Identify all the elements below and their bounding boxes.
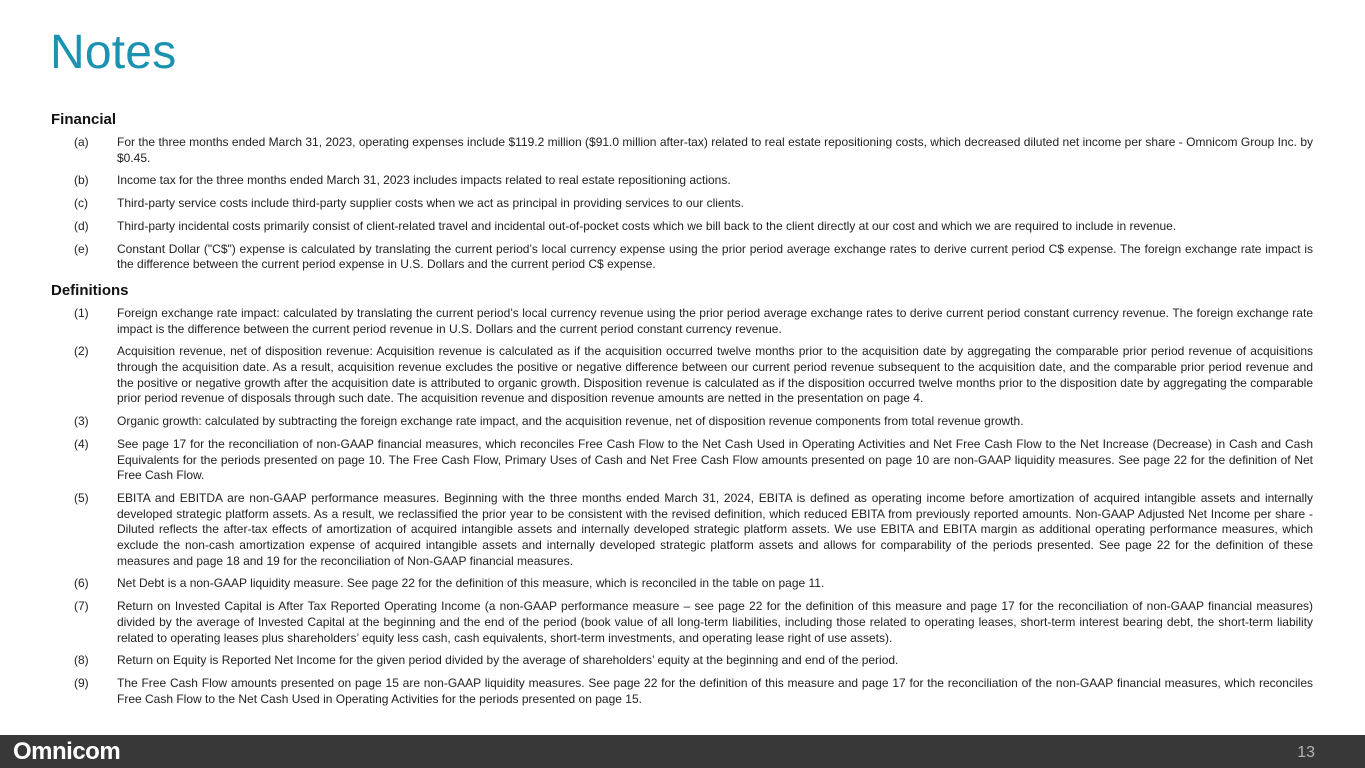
note-marker: (8) (74, 653, 89, 668)
note-text: Foreign exchange rate impact: calculated by translating the current period’s local currency revenue using the prior period average exchange rates to derive current period constant currency revenue. The foreign exchange rate impact is the difference between the current period revenue in U.S. Dollars and the current period constant currency revenue. (117, 305, 1313, 336)
note-marker: (9) (74, 675, 89, 690)
note-text: See page 17 for the reconciliation of non-GAAP financial measures, which reconciles Free Cash Flow to the Net Cash Used in Operating Activities and Net Free Cash Flow to the Net Increase (Decrease) in Cash and Cash Equivalents for the periods presented on page 10. The Free Cash Flow, Primary Uses of Cash and Net Free Cash Flow amounts presented on page 10 are non-GAAP liquidity measures. See page 22 for the definition of Net Free Cash Flow. (117, 436, 1313, 483)
definition-3 (51, 414, 1313, 430)
note-text: EBITA and EBITDA are non-GAAP performance measures. Beginning with the three months ended March 31, 2024, EBITA is defined as operating income before amortization of acquired intangible assets and internally developed strategic platform assets. As a result, we reclassified the prior year to be consistent with the revised definition, which reduced EBITA from previously reported amounts. Non-GAAP Adjusted Net Income per share - Diluted reflects the after-tax effects of amortization of acquired intangible assets and internally developed strategic platform assets. We use EBITA and EBITA margin as additional operating performance measures, which exclude the non-cash amortization expense of acquired intangible assets and internally developed strategic platform assets and allows for comparability of the periods presented. See page 22 for the definition of these measures and page 18 and 19 for the reconciliation of Non-GAAP financial measures. (117, 490, 1313, 568)
note-marker: (4) (74, 436, 89, 451)
financial-notes-list (51, 135, 1313, 273)
financial-note-a (51, 135, 1313, 166)
note-text: Acquisition revenue, net of disposition revenue: Acquisition revenue is calculated as if the acquisition occurred twelve months prior to the acquisition date by aggregating the comparable prior period revenue of acquisitions through the acquisition date. As a result, acquisition revenue excludes the positive or negative difference between our current period revenue subsequent to the acquisition date, and the comparable prior period revenue and the positive or negative growth after the acquisition date is attributed to organic growth. Disposition revenue is calculated as if the disposition occurred twelve months prior to the disposition date by aggregating the comparable prior period revenue of disposals through such date. The acquisition revenue and disposition revenue amounts are netted in the presentation on page 4. (117, 344, 1313, 406)
note-marker: (5) (74, 490, 89, 505)
financial-heading: Financial (51, 111, 117, 128)
note-marker: (6) (74, 576, 89, 591)
page-number: 13 (1297, 744, 1315, 761)
financial-note-d (51, 219, 1313, 235)
page-title: Notes (50, 26, 177, 79)
note-text: Third-party incidental costs primarily consist of client-related travel and incidental out-of-pocket costs which we bill back to the client directly at our cost and which we are required to include in revenue. (117, 218, 1177, 233)
note-text: Income tax for the three months ended March 31, 2023 includes impacts related to real estate repositioning actions. (117, 173, 731, 188)
note-text: Return on Invested Capital is After Tax Reported Operating Income (a non-GAAP performance measure – see page 22 for the definition of this measure and page 17 for the reconciliation of non-GAAP financial measures) divided by the average of Invested Capital at the beginning and the end of the period (book value of all long-term liabilities, including those related to operating leases, short-term interest bearing debt, the short-term liability related to operating leases plus shareholders’ equity less cash, cash equivalents, short-term investments, and operating lease right of use assets). (117, 599, 1313, 645)
note-marker: (b) (74, 173, 89, 188)
definition-8 (51, 653, 1313, 669)
footer-bar (0, 735, 1365, 768)
definitions-list (51, 306, 1313, 707)
definition-2 (51, 344, 1313, 407)
omnicom-logo: Omnicom (13, 738, 121, 765)
definition-4 (51, 437, 1313, 484)
note-marker: (2) (74, 344, 89, 359)
note-marker: (1) (74, 305, 89, 320)
note-marker: (3) (74, 414, 89, 429)
note-text: Constant Dollar ("C$") expense is calculated by translating the current period’s local currency expense using the prior period average exchange rates to derive current period C$ expense. The foreign exchange rate impact is the difference between the current period expense in U.S. Dollars and the current period C$ expense. (117, 241, 1313, 272)
note-marker: (a) (74, 135, 89, 149)
definition-7 (51, 599, 1313, 646)
definition-9 (51, 676, 1313, 707)
financial-note-c (51, 196, 1313, 212)
definition-1 (51, 306, 1313, 337)
note-text: Organic growth: calculated by subtracting the foreign exchange rate impact, and the acquisition revenue, net of disposition revenue components from total revenue growth. (117, 414, 1024, 429)
definitions-heading: Definitions (51, 281, 129, 299)
note-marker: (d) (74, 218, 89, 233)
definition-5 (51, 491, 1313, 570)
notes-content (51, 109, 1313, 714)
note-text: Net Debt is a non-GAAP liquidity measure. See page 22 for the definition of this measure, which is reconciled in the table on page 11. (117, 576, 825, 591)
financial-note-e (51, 242, 1313, 273)
note-text: Return on Equity is Reported Net Income for the given period divided by the average of shareholders’ equity at the beginning and end of the period. (117, 653, 899, 668)
financial-note-b (51, 173, 1313, 189)
note-text: Third-party service costs include third-party supplier costs when we act as principal in providing services to our clients. (117, 196, 744, 211)
note-marker: (e) (74, 241, 89, 256)
definition-6 (51, 576, 1313, 592)
note-marker: (7) (74, 599, 89, 614)
note-text: For the three months ended March 31, 2023, operating expenses include $119.2 million ($91.0 million after-tax) related to real estate repositioning costs, which decreased diluted net income per share - Omnicom Group Inc. by $0.45. (117, 135, 1313, 165)
note-text: The Free Cash Flow amounts presented on page 15 are non-GAAP liquidity measures. See page 22 for the definition of this measure and page 17 for the reconciliation of the non-GAAP financial measures, which reconciles Free Cash Flow to the Net Cash Used in Operating Activities for the periods presented on page 15. (117, 675, 1313, 706)
note-marker: (c) (74, 196, 88, 211)
